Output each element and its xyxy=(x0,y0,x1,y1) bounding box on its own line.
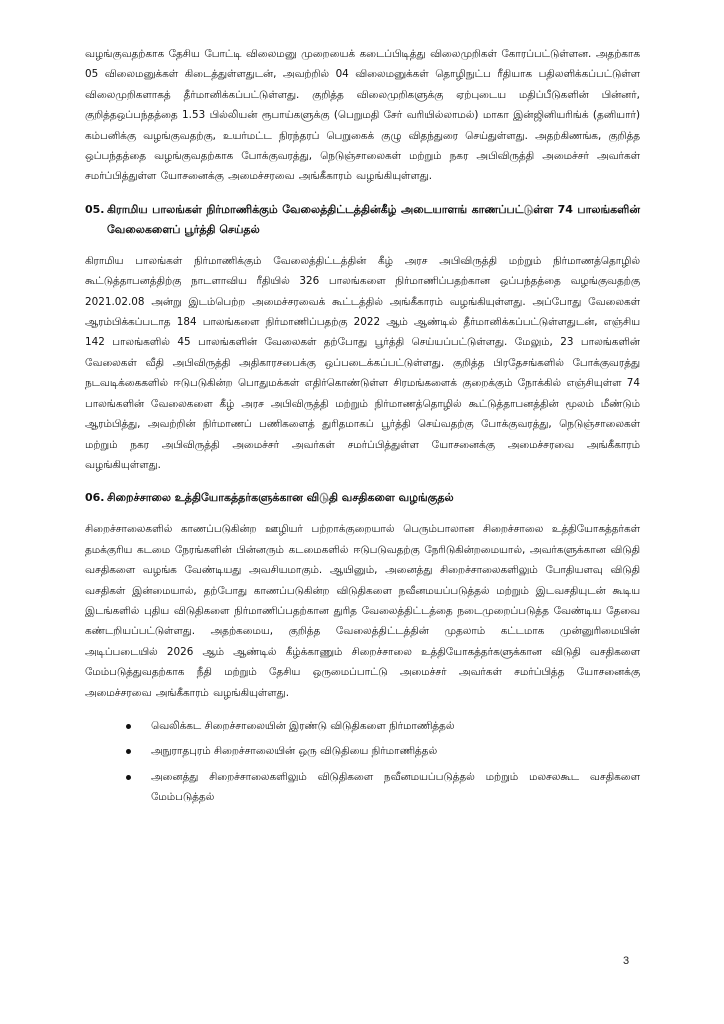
bullet-dot-icon xyxy=(126,775,131,780)
bullet-item xyxy=(126,716,640,736)
section-05-number: 05. xyxy=(85,202,105,216)
section-06-title: சிறைச்சாலை உத்தியோகத்தர்களுக்கான விடுதி வசதிகளை வழங்குதல் xyxy=(107,491,454,505)
bullet-text: வெலிக்கட சிறைச்சாலையின் இரண்டு விடுதிகளை நிர்மாணித்தல் xyxy=(151,719,455,732)
section-05-title: கிராமிய பாலங்கள் நிர்மாணிக்கும் வேலைத்திட்டத்தின்கீழ் அடையாளங் காணப்பட்டுள்ள 74 பாலங்களின் வேலைகளைப் பூர்த்தி செய்தல் xyxy=(107,202,640,236)
bullet-text: அனைத்து சிறைச்சாலைகளிலும் விடுதிகளை நவீனமயப்படுத்தல் மற்றும் மலசலகூட வசதிகளை மேம்படுத்தல் xyxy=(151,770,640,804)
page-number: 3 xyxy=(623,955,630,967)
section-06-number: 06. xyxy=(85,491,105,505)
section-05-paragraph: கிராமிய பாலங்கள் நிர்மாணிக்கும் வேலைத்திட்டத்தின் கீழ் அரச அபிவிருத்தி மற்றும் நிர்மாணத்தொழில் கூட்டுத்தாபனத்திற்கு நாடளாவிய ரீதியில் 326 பாலங்களை நிர்மாணிப்பதற்கான ஒப்பந்தத்தை வழங்குவதற்கு 2021.02.08 அன்று இடம்பெற்ற அமைச்சரவைக் கூட்டத்தில் அங்கீகாரம் வழங்கியுள்ளது. அப்போது வேலைகள் ஆரம்பிக்கப்படாத 184 பாலங்களை நிர்மாணிப்பதற்கு 2022 ஆம் ஆண்டில் தீர்மானிக்கப்பட்டுள்ளதுடன், எஞ்சிய 142 பாலங்களில் 45 பாலங்களின் வேலைகள் தற்போது பூர்த்தி செய்யப்பட்டுள்ளது. மேலும், 23 பாலங்களின் வேலைகள் வீதி அபிவிருத்தி அதிகாரசபைக்கு ஒப்படைக்கப்பட்டுள்ளது. குறித்த பிரதேசங்களில் போக்குவரத்து நடவடிக்கைகளில் ஈடுபடுகின்ற பொதுமக்கள் எதிர்கொண்டுள்ள சிரமங்களைக் குறைக்கும் நோக்கில் எஞ்சியுள்ள 74 பாலங்களின் வேலைகளை கீழ் அரச அபிவிருத்தி மற்றும் நிர்மாணத்தொழில் கூட்டுத்தாபனத்தின் மூலம் மீண்டும் ஆரம்பித்து, அவற்றின் நிர்மாணப் பணிகளைத் துரிதமாகப் பூர்த்தி செய்வதற்கு போக்குவரத்து, நெடுஞ்சாலைகள் மற்றும் நகர அபிவிருத்தி அமைச்சர் அவர்கள் சமர்ப்பித்துள்ள யோசனைக்கு அமைச்சரவை அங்கீகாரம் வழங்கியுள்ளது. xyxy=(85,254,640,471)
bullet-item xyxy=(126,741,640,761)
section-05-heading xyxy=(85,200,640,240)
section-06-paragraph: சிறைச்சாலைகளில் காணப்படுகின்ற ஊழியர் பற்றாக்குறையால் பெரும்பாலான சிறைச்சாலை உத்தியோகத்தர்கள் தமக்குரிய கடமை நேரங்களின் பின்னரும் கடமைகளில் ஈடுபடுவதற்கு நேரிடுகின்றமையால், அவர்களுக்கான விடுதி வசதிகளை வழங்க வேண்டியது அவசியமாகும். ஆயினும், அனைத்து சிறைச்சாலைகளிலும் போதியளவு விடுதி வசதிகள் இன்மையால், தற்போது காணப்படுகின்ற விடுதிகளை நவீனமயப்படுத்தல் மற்றும் இடவசதியுடன் கூடிய இடங்களில் புதிய விடுதிகளை நிர்மாணிப்பதற்கான துரித வேலைத்திட்டத்தை நடைமுறைப்படுத்த வேண்டிய தேவை கண்டறியப்பட்டுள்ளது. அதற்கமைய, குறித்த வேலைத்திட்டத்தின் முதலாம் கட்டமாக முன்னுரிமையின் அடிப்படையில் 2026 ஆம் ஆண்டில் கீழ்க்காணும் சிறைச்சாலை உத்தியோகத்தர்களுக்கான விடுதி வசதிகளை மேம்படுத்துவதற்காக நீதி மற்றும் தேசிய ஒருமைப்பாட்டு அமைச்சர் அவர்கள் சமர்ப்பித்த யோசனைக்கு அமைச்சரவை அங்கீகாரம் வழங்கியுள்ளது. xyxy=(85,523,640,699)
intro-paragraph: வழங்குவதற்காக தேசிய போட்டி விலைமனு முறையைக் கடைப்பிடித்து விலைமுறிகள் கோரப்பட்டுள்ளன. அதற்காக 05 விலைமனுக்கள் கிடைத்துள்ளதுடன், அவற்றில் 04 விலைமனுக்கள் தொழிநுட்ப ரீதியாக பதிலளிக்கப்பட்டுள்ள விலைமுறிகளாகத் தீர்மானிக்கப்பட்டுள்ளது. குறித்த விலைமுறிகளுக்கு ஏற்புடைய மதிப்பீடுகளின் பின்னர், குறித்தஒப்பந்தத்தை 1.53 பில்லியன் ரூபாய்களுக்கு (பெறுமதி சேர் வரியில்லாமல்) மாகா இன்ஜினியரிங்க் (தனியார்) கம்பனிக்கு வழங்குவதற்கு, உயர்மட்ட நிரந்தரப் பெறுகைக் குழு விதந்துரை செய்துள்ளது. அதற்கிணங்க, குறித்த ஒப்பந்தத்தை வழங்குவதற்காக போக்குவரத்து, நெடுஞ்சாலைகள் மற்றும் நகர அபிவிருத்தி அமைச்சர் அவர்கள் சமர்ப்பித்துள்ள யோசனைக்கு அமைச்சரவை அங்கீகாரம் வழங்கியுள்ளது. xyxy=(85,48,640,183)
section-06-heading xyxy=(85,488,640,508)
bullet-item xyxy=(126,767,640,808)
bullet-dot-icon xyxy=(126,724,131,729)
section-06-bullet-list xyxy=(85,716,640,808)
bullet-dot-icon xyxy=(126,749,131,754)
document-page xyxy=(85,44,640,813)
bullet-text: அநுராதபுரம் சிறைச்சாலையின் ஒரு விடுதியை நிர்மாணித்தல் xyxy=(151,745,438,758)
